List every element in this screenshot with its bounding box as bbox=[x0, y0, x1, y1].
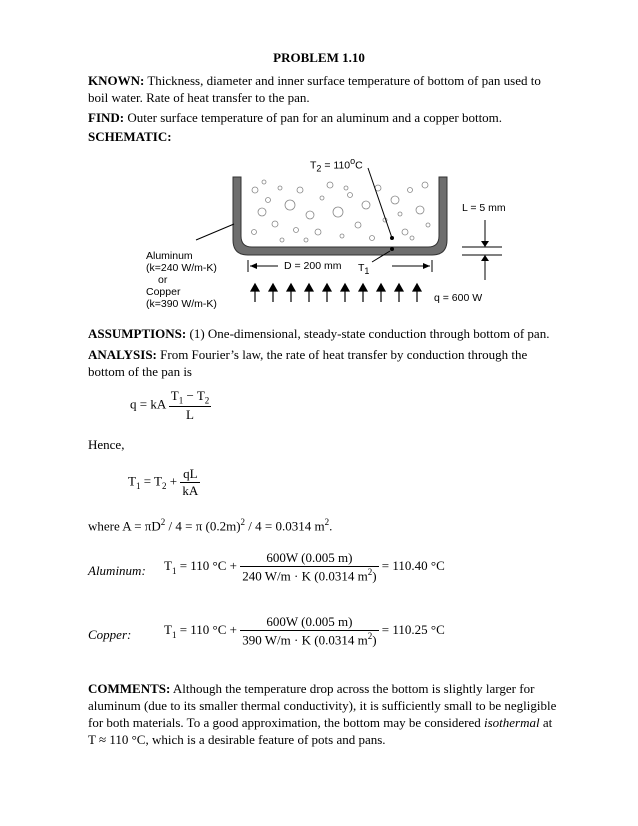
al-mid: = 110 °C + bbox=[176, 558, 241, 574]
material-1: Aluminum bbox=[146, 250, 193, 262]
al-result: = 110.40 °C bbox=[381, 558, 445, 574]
eq2-sub-2: 2 bbox=[162, 481, 167, 492]
d-arrowhead-right bbox=[423, 263, 430, 269]
eq2-plus: + bbox=[166, 473, 181, 489]
eq2-fraction bbox=[180, 466, 200, 499]
t2-degree: o bbox=[350, 156, 356, 166]
t2-label bbox=[310, 156, 363, 174]
material-2: Copper bbox=[146, 286, 181, 298]
al-den: 240 W/m · K (0.0314 m bbox=[242, 568, 368, 584]
al-den-end: ) bbox=[372, 568, 377, 584]
material-1-k: (k=240 W/m-K) bbox=[146, 262, 217, 274]
eq1-den: L bbox=[186, 406, 194, 422]
analysis-label: ANALYSIS: bbox=[88, 347, 157, 362]
eq2-lhs: T bbox=[128, 473, 136, 489]
cu-fraction bbox=[240, 614, 378, 648]
boiling-water bbox=[252, 180, 431, 242]
analysis-section bbox=[88, 346, 562, 380]
eq1-lhs: q = kA bbox=[130, 396, 166, 412]
t2-symbol: T bbox=[310, 159, 317, 172]
comments-text-1: Although the temperature drop across the bottom is slightly larger for aluminum (due to its smaller thermal conductivity), it is sufficiently small to be negligible for both materials. To a good approximation, the bottom may be considered bbox=[88, 681, 557, 730]
hence-text: Hence, bbox=[88, 437, 125, 452]
al-fraction bbox=[240, 550, 378, 584]
cu-den-end: ) bbox=[372, 632, 377, 648]
eq1-num-t2: − T bbox=[183, 388, 205, 403]
al-sub-1: 1 bbox=[171, 565, 177, 576]
area-start: where A = πD bbox=[88, 518, 161, 534]
known-label: KNOWN: bbox=[88, 73, 145, 88]
find-label: FIND: bbox=[88, 110, 125, 125]
cu-lhs: T bbox=[164, 622, 172, 638]
area-sup-3: 2 bbox=[324, 517, 330, 527]
analysis-text: From Fourier’s law, the rate of heat transfer by conduction through the bottom of the pan is bbox=[88, 347, 528, 379]
comments-isothermal: isothermal bbox=[483, 715, 540, 730]
eq1-sub-1: 1 bbox=[178, 395, 184, 406]
cu-result: = 110.25 °C bbox=[381, 622, 445, 638]
eq1-fraction bbox=[169, 388, 212, 423]
t1-point bbox=[390, 247, 394, 251]
l-arrowhead-bottom bbox=[481, 255, 489, 261]
pan-wall bbox=[233, 177, 447, 255]
diameter-label: D = 200 mm bbox=[284, 260, 342, 272]
t2-unit: C bbox=[355, 159, 363, 172]
eq2-den: kA bbox=[182, 483, 199, 498]
cu-den: 390 W/m · K (0.0314 m bbox=[242, 632, 368, 648]
area-sup-1: 2 bbox=[160, 517, 166, 527]
find-text: Outer surface temperature of pan for an aluminum and a copper bottom. bbox=[127, 110, 503, 125]
cu-mid: = 110 °C + bbox=[176, 622, 241, 638]
al-den-sup: 2 bbox=[367, 567, 373, 577]
schematic-label: SCHEMATIC: bbox=[88, 129, 172, 144]
t2-point bbox=[390, 236, 394, 240]
t1-label bbox=[358, 262, 369, 276]
t2-subscript: 2 bbox=[316, 163, 322, 174]
area-tail: . bbox=[329, 518, 333, 534]
material-2-k: (k=390 W/m-K) bbox=[146, 298, 217, 310]
l-arrowhead-top bbox=[481, 241, 489, 247]
area-end: / 4 = 0.0314 m bbox=[245, 518, 325, 534]
comments-section bbox=[88, 680, 562, 748]
cu-num: 600W (0.005 m) bbox=[240, 614, 378, 631]
or-text: or bbox=[158, 274, 168, 286]
aluminum-label-text: Aluminum: bbox=[88, 563, 146, 578]
eq1-sub-2: 2 bbox=[204, 395, 210, 406]
heat-rate-label: q = 600 W bbox=[434, 292, 483, 304]
comments-text-2: at T ≈ 110 °C, which is a desirable feature of pots and pans. bbox=[88, 715, 553, 747]
aluminum-equation bbox=[164, 550, 445, 584]
thickness-label: L = 5 mm bbox=[462, 202, 506, 214]
material-labels bbox=[146, 250, 217, 310]
cu-sub-1: 1 bbox=[171, 629, 177, 640]
t1-subscript: 1 bbox=[364, 266, 370, 277]
eq2-sub-1: 1 bbox=[135, 481, 141, 492]
t1-equation bbox=[128, 466, 200, 499]
t2-value: = 110 bbox=[321, 159, 351, 172]
t1-symbol: T bbox=[358, 262, 365, 274]
al-lhs: T bbox=[164, 558, 172, 574]
t2-leader bbox=[368, 168, 392, 238]
eq2-mid: = T bbox=[140, 473, 162, 489]
assumptions-label: ASSUMPTIONS: bbox=[88, 326, 187, 341]
problem-title: PROBLEM 1.10 bbox=[273, 50, 365, 65]
assumptions-section bbox=[88, 325, 562, 342]
copper-label bbox=[88, 627, 131, 643]
area-equation bbox=[88, 517, 332, 534]
aluminum-label bbox=[88, 563, 146, 579]
comments-label: COMMENTS: bbox=[88, 681, 171, 696]
known-text: Thickness, diameter and inner surface temperature of bottom of pan used to boil water. Rate of heat transfer to the pan. bbox=[88, 73, 541, 105]
copper-label-text: Copper: bbox=[88, 627, 132, 642]
heat-flux-arrows bbox=[251, 284, 421, 302]
assumptions-text: (1) One-dimensional, steady-state conduction through bottom of pan. bbox=[189, 326, 550, 341]
fourier-equation bbox=[130, 388, 211, 423]
eq1-num-t1: T bbox=[170, 388, 179, 403]
d-arrowhead-left bbox=[250, 263, 257, 269]
material-leader bbox=[196, 224, 234, 240]
area-mid: / 4 = π (0.2m) bbox=[165, 518, 241, 534]
al-num: 600W (0.005 m) bbox=[240, 550, 378, 567]
cu-den-sup: 2 bbox=[367, 631, 373, 641]
eq2-num: qL bbox=[180, 466, 200, 483]
area-sup-2: 2 bbox=[240, 517, 246, 527]
copper-equation bbox=[164, 614, 445, 648]
